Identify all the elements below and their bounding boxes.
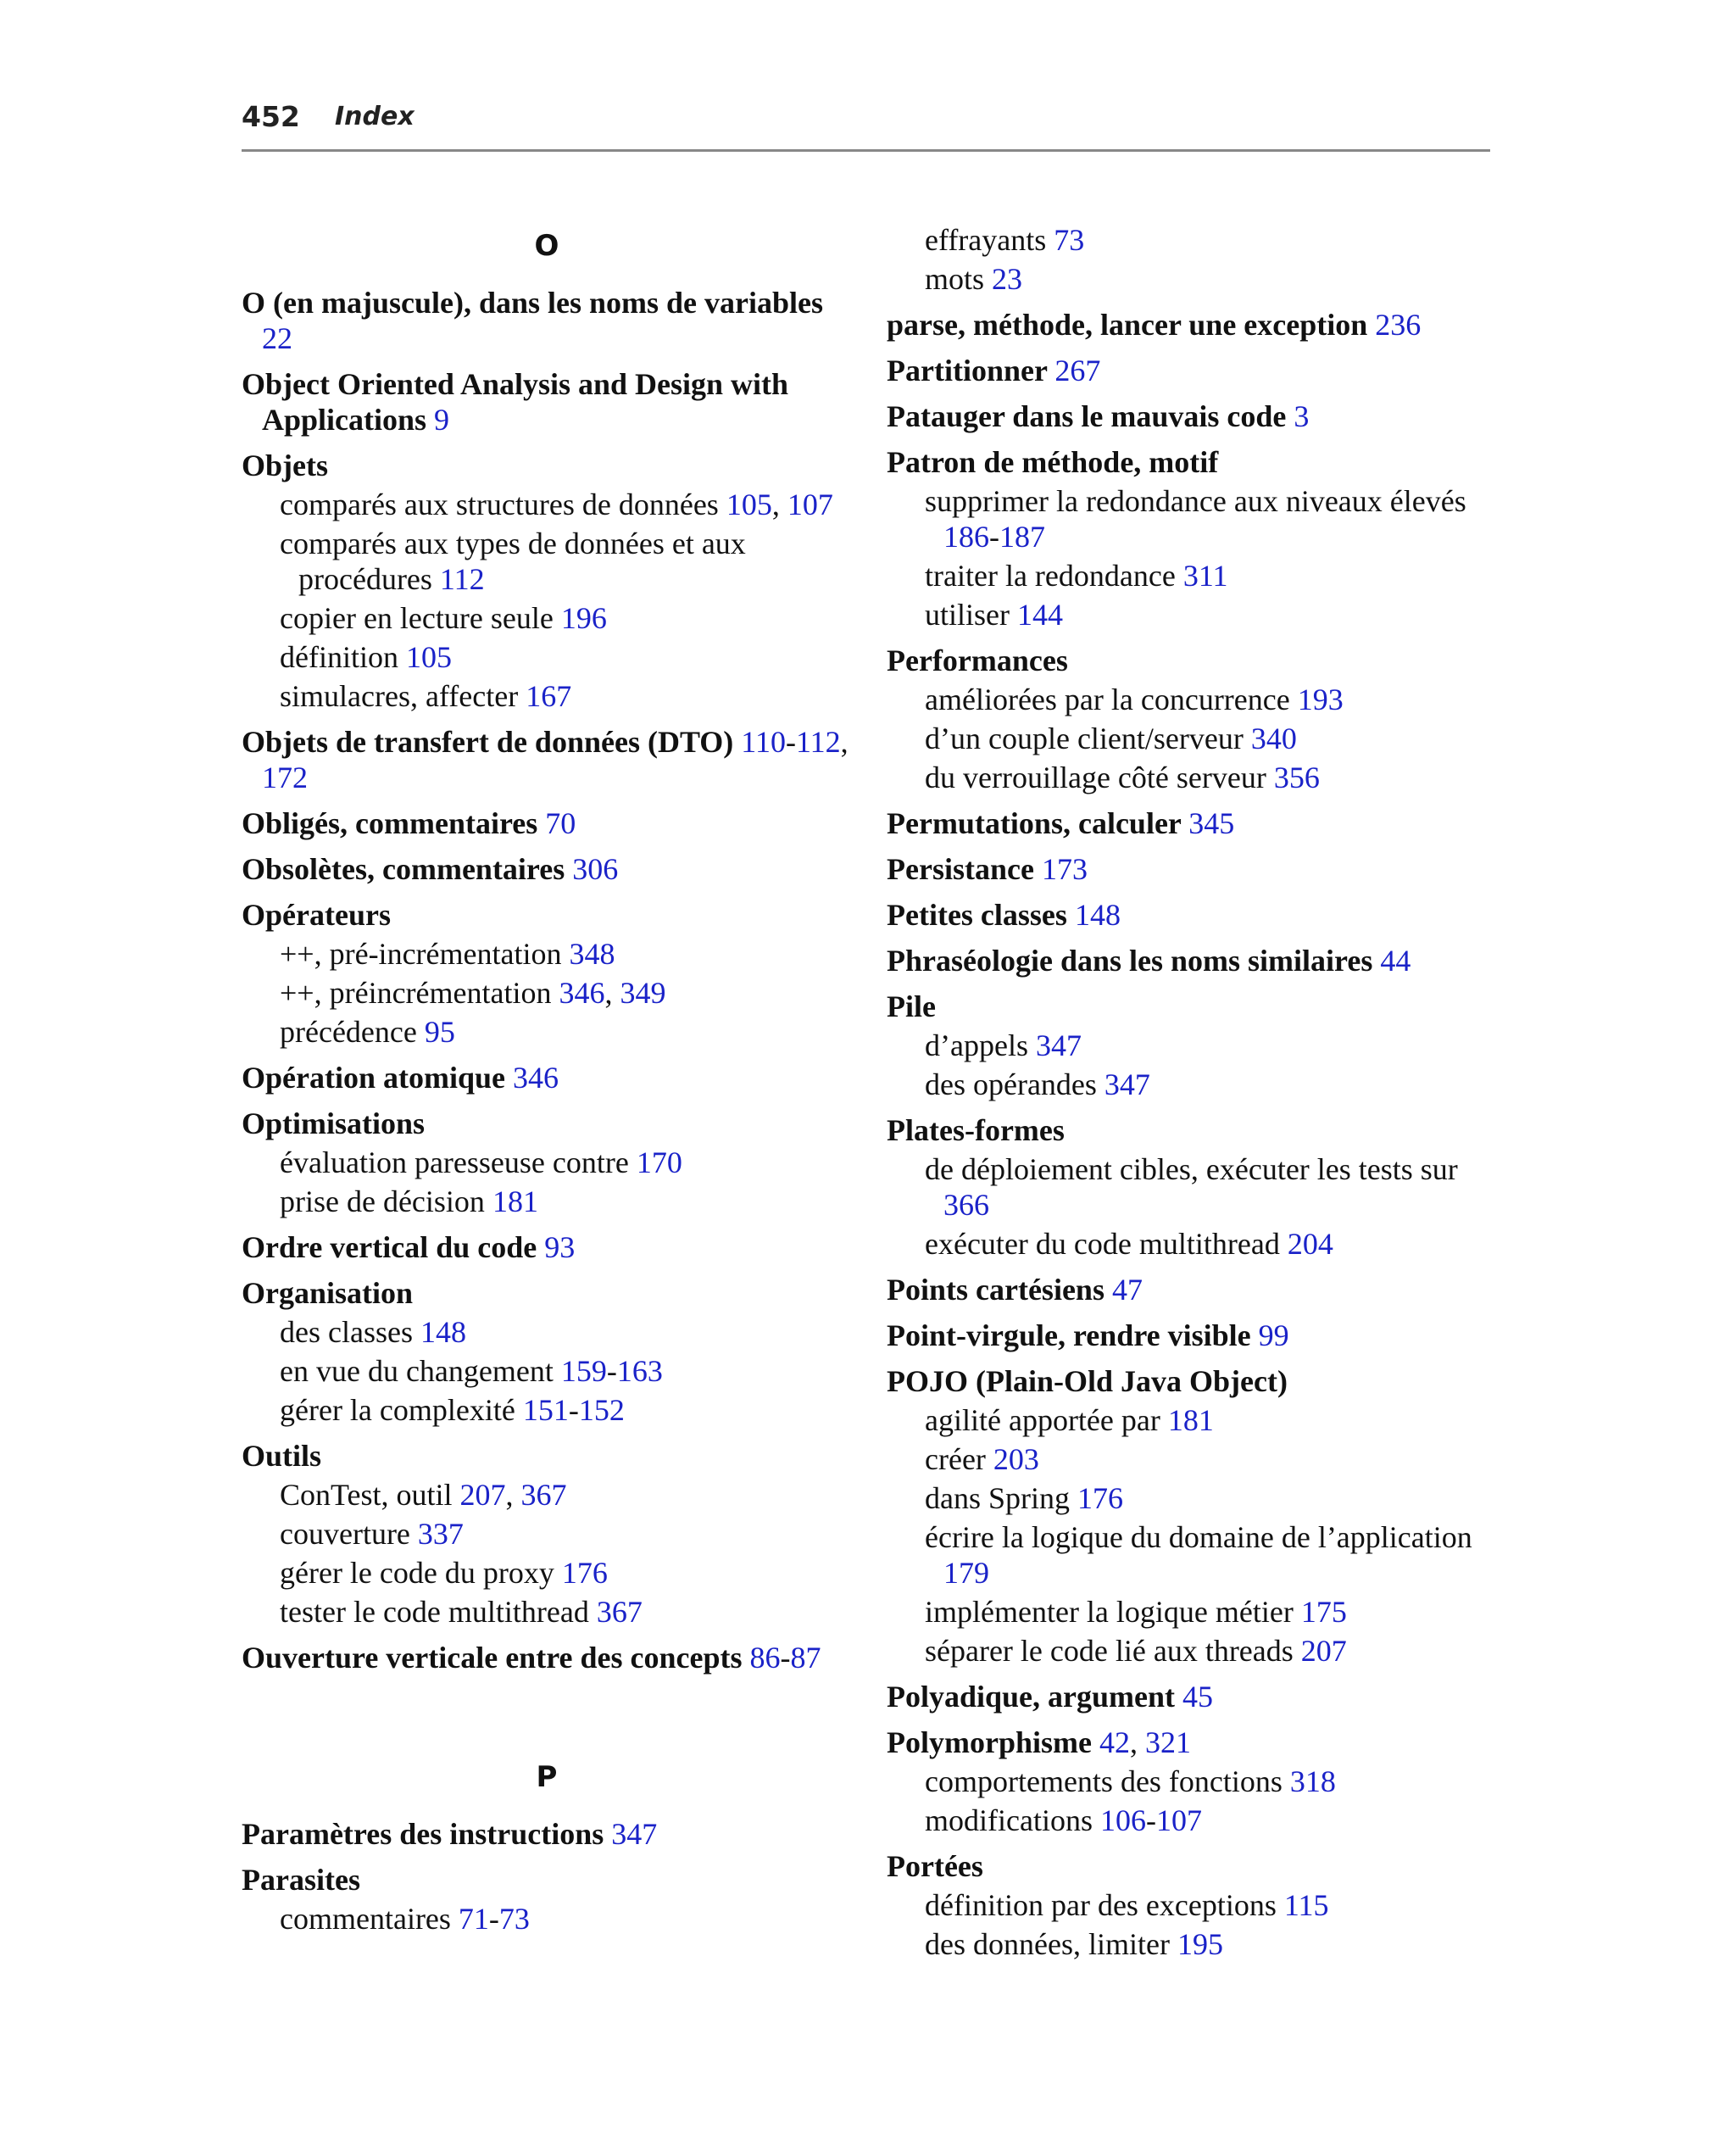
index-subentry: [242, 639, 852, 675]
index-subentry: [242, 1594, 852, 1630]
page-link[interactable]: 367: [596, 1595, 643, 1629]
page-link[interactable]: 173: [1041, 852, 1088, 886]
page-link[interactable]: 3: [1294, 399, 1310, 433]
index-entry: [887, 444, 1497, 480]
page-separator: ,: [505, 1478, 521, 1512]
index-subentry: [242, 1014, 852, 1050]
entry-term: de déploiement cibles, exécuter les tests sur: [925, 1152, 1458, 1186]
entry-term: améliorées par la concurrence: [925, 683, 1290, 716]
entry-term: utiliser: [925, 598, 1010, 632]
entry-term: Parasites: [242, 1863, 360, 1897]
entry-term: comparés aux types de données et aux procédures: [280, 527, 746, 596]
page-link[interactable]: 93: [544, 1230, 576, 1264]
page-separator: -: [1145, 1803, 1156, 1837]
entry-term: en vue du changement: [280, 1354, 554, 1388]
page-link[interactable]: 115: [1283, 1888, 1329, 1922]
page-separator: -: [780, 1641, 791, 1675]
index-entry: [887, 1363, 1497, 1399]
page-link[interactable]: 9: [434, 403, 450, 437]
index-entry: [887, 943, 1497, 978]
page-link[interactable]: 186: [943, 520, 989, 554]
page-link[interactable]: 175: [1300, 1595, 1347, 1629]
index-entry: [242, 1862, 852, 1898]
page-link[interactable]: 367: [520, 1478, 567, 1512]
page-link[interactable]: 106: [1099, 1803, 1146, 1837]
index-subentry: [887, 1594, 1497, 1630]
entry-term: Object Oriented Analysis and Design with Applications: [242, 367, 789, 437]
index-letter-heading: O: [534, 229, 559, 263]
entry-term: Opération atomique: [242, 1061, 505, 1095]
index-subentry: [887, 682, 1497, 717]
entry-term: Paramètres des instructions: [242, 1817, 604, 1851]
index-entry: [887, 851, 1497, 887]
entry-term: Permutations, calculer: [887, 806, 1182, 840]
index-entry: [242, 1106, 852, 1141]
entry-term: Organisation: [242, 1276, 414, 1310]
entry-term: définition par des exceptions: [925, 1888, 1277, 1922]
page-link[interactable]: 203: [993, 1442, 1039, 1476]
entry-term: Outils: [242, 1439, 322, 1473]
page-link[interactable]: 337: [417, 1517, 464, 1551]
page-separator: -: [488, 1902, 499, 1936]
entry-term: Plates-formes: [887, 1113, 1065, 1147]
page-link[interactable]: 347: [611, 1817, 658, 1851]
entry-term: agilité apportée par: [925, 1403, 1160, 1437]
index-entry: [887, 1272, 1497, 1307]
index-entry: [887, 1679, 1497, 1714]
entry-term: Performances: [887, 644, 1068, 677]
page-link[interactable]: 176: [561, 1556, 608, 1590]
page-link[interactable]: 204: [1287, 1227, 1333, 1261]
entry-term: Opérateurs: [242, 898, 391, 932]
entry-term: ++, préincrémentation: [280, 976, 552, 1010]
index-subentry: [887, 1226, 1497, 1262]
page-link[interactable]: 187: [999, 520, 1045, 554]
entry-term: prise de décision: [280, 1184, 485, 1218]
page-title: Index: [335, 102, 415, 131]
entry-term: séparer le code lié aux threads: [925, 1634, 1294, 1668]
entry-term: exécuter du code multithread: [925, 1227, 1280, 1261]
entry-term: O (en majuscule), dans les noms de variables: [242, 286, 824, 320]
page-link[interactable]: 181: [492, 1184, 538, 1218]
index-entry: [887, 353, 1497, 388]
entry-term: commentaires: [280, 1902, 451, 1936]
index-subentry: [242, 1477, 852, 1513]
page-link[interactable]: 321: [1144, 1725, 1191, 1759]
entry-term: comportements des fonctions: [925, 1764, 1283, 1798]
entry-term: comparés aux structures de données: [280, 488, 719, 521]
entry-term: mots: [925, 262, 985, 296]
entry-term: POJO (Plain-Old Java Object): [887, 1364, 1288, 1398]
index-subentry: [887, 1803, 1497, 1838]
index-subentry: [242, 600, 852, 636]
entry-term: Phraséologie dans les noms similaires: [887, 944, 1373, 978]
index-subentry: [887, 760, 1497, 795]
entry-term: Portées: [887, 1849, 983, 1883]
entry-term: Patron de méthode, motif: [887, 445, 1219, 479]
page-link[interactable]: 306: [572, 852, 619, 886]
entry-term: d’un couple client/serveur: [925, 722, 1244, 755]
entry-term: tester le code multithread: [280, 1595, 589, 1629]
page-link[interactable]: 347: [1035, 1028, 1082, 1062]
index-column-left: [242, 222, 852, 1937]
index-entry: [887, 897, 1497, 933]
entry-term: couverture: [280, 1517, 410, 1551]
entry-term: Petites classes: [887, 898, 1067, 932]
entry-term: traiter la redondance: [925, 559, 1176, 593]
entry-term: gérer le code du proxy: [280, 1556, 554, 1590]
page-link[interactable]: 163: [616, 1354, 663, 1388]
index-entry: [887, 805, 1497, 841]
page-link[interactable]: 176: [1077, 1481, 1123, 1515]
index-subentry: [887, 1480, 1497, 1516]
page-link[interactable]: 318: [1289, 1764, 1336, 1798]
index-subentry: [242, 1516, 852, 1552]
index-subentry: [887, 483, 1497, 555]
page-link[interactable]: 181: [1167, 1403, 1214, 1437]
index-entry: [242, 805, 852, 841]
entry-term: des données, limiter: [925, 1927, 1170, 1961]
page-link[interactable]: 236: [1375, 308, 1422, 342]
entry-term: du verrouillage côté serveur: [925, 761, 1266, 794]
index-subentry: [887, 1633, 1497, 1669]
entry-term: Objets: [242, 449, 328, 482]
entry-term: des opérandes: [925, 1067, 1097, 1101]
page-link[interactable]: 105: [405, 640, 452, 674]
index-entry: [242, 1229, 852, 1265]
page-link[interactable]: 112: [795, 725, 841, 759]
entry-term: supprimer la redondance aux niveaux élevés: [925, 484, 1466, 518]
header-rule: [242, 149, 1490, 152]
page-link[interactable]: 151: [522, 1393, 569, 1427]
page-link[interactable]: 45: [1182, 1680, 1214, 1714]
page-link[interactable]: 196: [560, 601, 607, 635]
entry-term: modifications: [925, 1803, 1093, 1837]
page-separator: ,: [1129, 1725, 1145, 1759]
index-subentry: [242, 678, 852, 714]
entry-term: des classes: [280, 1315, 413, 1349]
index-letter-heading: P: [536, 1760, 558, 1794]
page-link[interactable]: 267: [1054, 354, 1101, 387]
page-link[interactable]: 148: [420, 1315, 466, 1349]
entry-term: Point-virgule, rendre visible: [887, 1318, 1251, 1352]
index-subentry: [242, 975, 852, 1011]
page-link[interactable]: 340: [1250, 722, 1297, 755]
index-entry: [242, 1275, 852, 1311]
index-entry: [887, 1725, 1497, 1760]
index-subentry: [887, 1151, 1497, 1223]
page-link[interactable]: 73: [1054, 223, 1085, 257]
page-separator: -: [606, 1354, 617, 1388]
index-entry: [242, 724, 852, 795]
index-entry: [242, 1060, 852, 1095]
entry-term: Persistance: [887, 852, 1034, 886]
index-entry: [242, 1640, 852, 1675]
entry-term: Partitionner: [887, 354, 1048, 387]
page-link[interactable]: 207: [459, 1478, 506, 1512]
index-entry: [887, 1848, 1497, 1884]
page-link[interactable]: 167: [526, 679, 572, 713]
index-subentry: [887, 558, 1497, 594]
page-link[interactable]: 356: [1273, 761, 1320, 794]
index-subentry: [242, 1901, 852, 1937]
index-subentry: [242, 1555, 852, 1591]
index-entry: [242, 1816, 852, 1852]
page-link[interactable]: 366: [943, 1188, 989, 1222]
entry-term: écrire la logique du domaine de l’application: [925, 1520, 1472, 1554]
index-subentry: [887, 261, 1497, 297]
index-entry: [887, 1112, 1497, 1148]
entry-term: implémenter la logique métier: [925, 1595, 1294, 1629]
index-entry: [242, 897, 852, 933]
index-subentry: [887, 721, 1497, 756]
index-subentry: [242, 1392, 852, 1428]
index-entry: [887, 643, 1497, 678]
entry-term: dans Spring: [925, 1481, 1070, 1515]
index-subentry: [242, 487, 852, 522]
page-number: 452: [242, 100, 300, 133]
index-subentry: [887, 1402, 1497, 1438]
page-link[interactable]: 148: [1074, 898, 1121, 932]
page-link[interactable]: 87: [790, 1641, 821, 1675]
index-subentry: [887, 1764, 1497, 1799]
page-link[interactable]: 207: [1300, 1634, 1347, 1668]
entry-term: Polymorphisme: [887, 1725, 1092, 1759]
page-link[interactable]: 348: [569, 937, 615, 971]
entry-term: simulacres, affecter: [280, 679, 519, 713]
page-link[interactable]: 144: [1016, 598, 1063, 632]
entry-term: Ouverture verticale entre des concepts: [242, 1641, 743, 1675]
entry-term: copier en lecture seule: [280, 601, 554, 635]
page-link[interactable]: 179: [943, 1556, 989, 1590]
index-entry: [887, 307, 1497, 343]
index-subentry: [887, 1519, 1497, 1591]
page-link[interactable]: 107: [787, 488, 833, 521]
page-link[interactable]: 349: [620, 976, 666, 1010]
page-link[interactable]: 99: [1258, 1318, 1289, 1352]
entry-term: Ordre vertical du code: [242, 1230, 537, 1264]
index-subentry: [887, 1926, 1497, 1962]
index-subentry: [242, 1145, 852, 1180]
index-subentry: [887, 1067, 1497, 1102]
index-subentry: [242, 936, 852, 972]
page-separator: -: [785, 725, 796, 759]
page-link[interactable]: 107: [1155, 1803, 1202, 1837]
page-link[interactable]: 170: [636, 1145, 682, 1179]
page-link[interactable]: 172: [262, 761, 308, 794]
index-entry: [242, 285, 852, 356]
page-link[interactable]: 105: [726, 488, 772, 521]
index-subentry: [242, 526, 852, 597]
entry-term: Polyadique, argument: [887, 1680, 1176, 1714]
page-link[interactable]: 159: [560, 1354, 607, 1388]
index-subentry: [242, 1184, 852, 1219]
page-link[interactable]: 23: [992, 262, 1023, 296]
page-link[interactable]: 70: [545, 806, 576, 840]
page-link[interactable]: 346: [559, 976, 605, 1010]
entry-term: Points cartésiens: [887, 1273, 1104, 1307]
page-link[interactable]: 311: [1182, 559, 1228, 593]
entry-term: ConTest, outil: [280, 1478, 453, 1512]
index-subentry: [887, 1028, 1497, 1063]
page-link[interactable]: 193: [1297, 683, 1344, 716]
page-link[interactable]: 195: [1177, 1927, 1223, 1961]
index-subentry: [887, 1887, 1497, 1923]
entry-term: parse, méthode, lancer une exception: [887, 308, 1368, 342]
page-link[interactable]: 152: [578, 1393, 625, 1427]
page-separator: ,: [604, 976, 620, 1010]
page-link[interactable]: 71: [458, 1902, 489, 1936]
page-separator: -: [568, 1393, 579, 1427]
index-subentry: [887, 1441, 1497, 1477]
index-entry: [242, 851, 852, 887]
index-subentry: [887, 597, 1497, 633]
entry-term: Optimisations: [242, 1106, 426, 1140]
page-link[interactable]: 346: [513, 1061, 559, 1095]
entry-term: Obsolètes, commentaires: [242, 852, 565, 886]
index-entry: [242, 448, 852, 483]
entry-term: Obligés, commentaires: [242, 806, 538, 840]
page-link[interactable]: 44: [1380, 944, 1411, 978]
index-subentry: [242, 1353, 852, 1389]
page-separator: ,: [771, 488, 787, 521]
page-link[interactable]: 112: [439, 562, 485, 596]
entry-term: ++, pré-incrémentation: [280, 937, 562, 971]
index-subentry: [242, 1314, 852, 1350]
entry-term: effrayants: [925, 223, 1047, 257]
entry-term: gérer la complexité: [280, 1393, 515, 1427]
entry-term: définition: [280, 640, 398, 674]
page-link[interactable]: 22: [262, 321, 292, 355]
index-subentry: [887, 222, 1497, 258]
page-separator: -: [989, 520, 999, 554]
entry-term: Pile: [887, 989, 936, 1023]
entry-term: évaluation paresseuse contre: [280, 1145, 629, 1179]
entry-term: précédence: [280, 1015, 417, 1049]
entry-term: d’appels: [925, 1028, 1028, 1062]
index-entry: [887, 989, 1497, 1024]
entry-term: Patauger dans le mauvais code: [887, 399, 1287, 433]
page-link[interactable]: 47: [1111, 1273, 1143, 1307]
index-column-right: [887, 222, 1497, 1962]
page-separator: ,: [840, 725, 849, 759]
entry-term: créer: [925, 1442, 986, 1476]
index-entry: [242, 1438, 852, 1474]
entry-term: Objets de transfert de données (DTO): [242, 725, 734, 759]
index-entry: [242, 366, 852, 437]
page-link[interactable]: 110: [741, 725, 786, 759]
index-entry: [887, 398, 1497, 434]
page-link[interactable]: 42: [1099, 1725, 1130, 1759]
page-link[interactable]: 73: [498, 1902, 530, 1936]
index-entry: [887, 1318, 1497, 1353]
page-link[interactable]: 345: [1188, 806, 1235, 840]
page-link[interactable]: 347: [1104, 1067, 1150, 1101]
page-link[interactable]: 95: [424, 1015, 455, 1049]
page-link[interactable]: 86: [749, 1641, 781, 1675]
